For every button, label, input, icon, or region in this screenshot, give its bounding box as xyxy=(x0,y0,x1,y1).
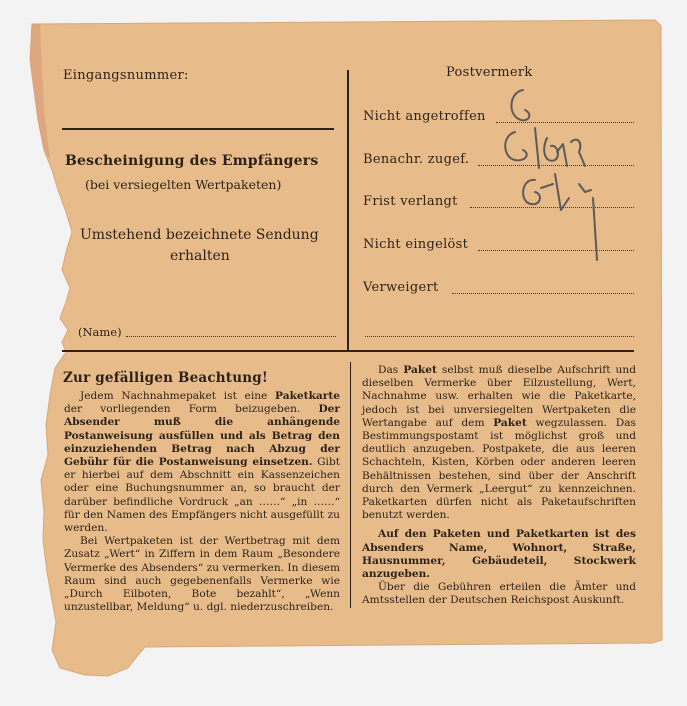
post-note-label-refused: Verweigert xyxy=(363,280,439,295)
post-note-title: Postvermerk xyxy=(446,65,533,80)
certificate-title: Bescheinigung des Empfängers xyxy=(65,153,319,169)
notice-right-paragraph-2: Auf den Paketen und Paketkarten ist des Absenders Name, Wohnort, Straße, Hausnummer, Gebäudeteil, Stockwerk anzugeben. xyxy=(362,528,636,581)
post-note-label-not-found: Nicht angetroffen xyxy=(363,109,486,124)
name-label: (Name) xyxy=(78,325,122,339)
certificate-statement-line2: erhalten xyxy=(170,248,230,264)
post-note-label-not-redeemed: Nicht eingelöst xyxy=(363,237,469,252)
handwritten-pencil-marks xyxy=(495,80,625,270)
post-note-label-deadline: Frist verlangt xyxy=(363,194,458,209)
notice-right-paragraph-3: Über die Gebühren erteilen die Ämter und Amtsstellen der Deutschen Reichspost Auskunft. xyxy=(362,581,636,607)
certificate-subtitle: (bei versiegelten Wertpaketen) xyxy=(85,177,282,192)
name-dotted-line xyxy=(126,336,336,337)
notice-left-column xyxy=(64,390,340,614)
notice-right-paragraph-1: Das Paket selbst muß dieselbe Aufschrift und dieselben Vermerke über Eilzustellung, Wert, Nachnahme usw. erhalten wie die Paketkarte, jedoch ist bei unversiegelten Wertpaketen die Wertangabe auf dem Paket wegzulassen. Das Bestimmungspostamt ist möglichst groß und deutlich anzugeben. Postpakete, die aus leeren Schachteln, Kisten, Körben oder anderen leeren Behältnissen bestehen, sind über der Anschrift durch den Vermerk „Leergut“ zu kennzeichnen. Paketkarten dürfen nicht als Paketaufschriften benutzt werden. xyxy=(362,364,636,522)
post-note-label-notified: Benachr. zugef. xyxy=(363,152,470,167)
notice-column-divider xyxy=(350,362,351,608)
notice-left-paragraph-1: Jedem Nachnahmepaket ist eine Paketkarte der vorliegenden Form beizugeben. Der Absender muß die anhängende Postanweisung ausfüllen und als Betrag den einzuziehenden Betrag nach Abzug der Gebühr für die Postanweisung einsetzen. Gibt er hierbei auf dem Abschnitt ein Kassenzeichen oder eine Buchungsnummer an, so braucht der darüber befindliche Vordruck „an ……“ „in ……“ für den Namen des Empfängers nicht ausgefüllt zu werden. xyxy=(64,390,340,535)
vertical-divider xyxy=(347,70,349,350)
notice-heading: Zur gefälligen Beachtung! xyxy=(63,370,269,386)
post-note-line-extra xyxy=(365,336,634,337)
incoming-number-rule xyxy=(62,128,334,130)
notice-right-column xyxy=(362,364,636,608)
post-note-line-refused xyxy=(452,293,634,294)
notice-left-paragraph-2: Bei Wertpaketen ist der Wertbetrag mit dem Zusatz „Wert“ in Ziffern in dem Raum „Besondere Vermerke des Absenders“ zu vermerken. In diesem Raum sind auch gegebenenfalls Vermerke wie „Durch Eilboten, Bote bezahlt“, „Wenn unzustellbar, Meldung“ u. dgl. niederzuschreiben. xyxy=(64,535,340,614)
notice-top-rule xyxy=(62,350,634,352)
certificate-statement-line1: Umstehend bezeichnete Sendung xyxy=(80,227,319,243)
incoming-number-label: Eingangsnummer: xyxy=(63,68,189,83)
